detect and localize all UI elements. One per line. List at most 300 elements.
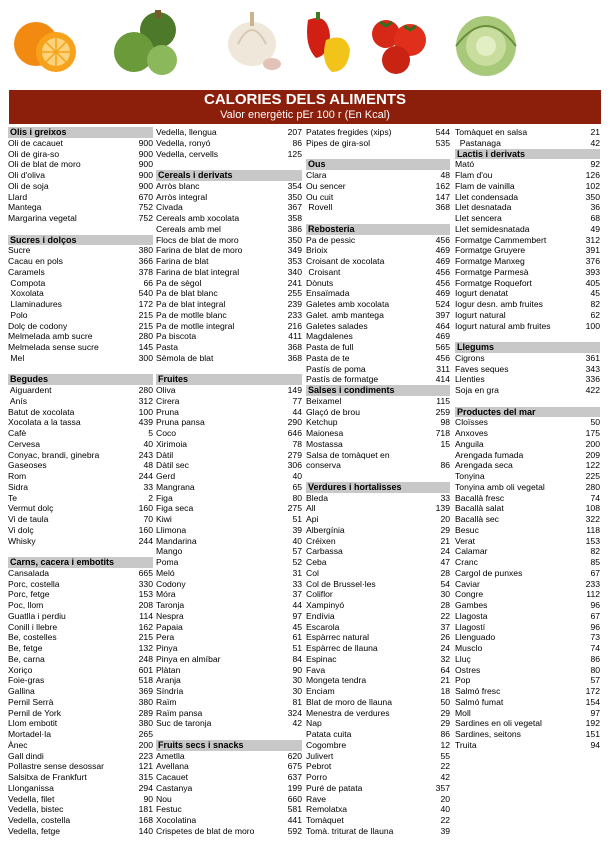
kcal-value: 280: [138, 331, 153, 342]
kcal-value: 57: [292, 546, 302, 557]
kcal-value: 248: [138, 653, 153, 664]
food-row: [306, 331, 450, 342]
food-row: [8, 471, 153, 482]
food-row: [455, 202, 600, 213]
food-row: [156, 224, 302, 235]
food-name: conserva: [306, 460, 341, 471]
food-row: [156, 718, 302, 729]
food-name: Figa seca: [156, 503, 194, 514]
food-name: Espàrrec natural: [306, 632, 370, 643]
food-name: Bacallà fresc: [455, 492, 505, 503]
food-row: [8, 761, 153, 772]
kcal-value: 366: [138, 256, 153, 266]
kcal-value: 900: [138, 137, 153, 148]
food-row: [8, 697, 153, 708]
food-row: [306, 815, 450, 826]
section-header: Olis i greixos: [8, 127, 153, 138]
food-row: [455, 267, 600, 278]
food-row: [455, 632, 600, 643]
food-name: Vermut dolç: [8, 503, 54, 514]
food-name: Remolatxa: [306, 804, 348, 815]
food-row: [156, 514, 302, 525]
food-name: Cirera: [156, 395, 180, 406]
food-row: [455, 278, 600, 289]
food-row: [8, 407, 153, 418]
food-name: Farina de blat: [156, 256, 209, 266]
food-row: [8, 439, 153, 450]
kcal-value: 52: [292, 557, 302, 567]
food-name: Llenties: [455, 374, 485, 385]
food-row: [306, 804, 450, 815]
kcal-value: 233: [287, 309, 302, 320]
food-row: [455, 439, 600, 450]
kcal-value: 665: [138, 567, 153, 578]
food-row: [8, 245, 153, 256]
food-row: [8, 213, 153, 224]
kcal-value: 172: [138, 299, 153, 309]
food-name: Créixen: [306, 535, 336, 546]
kcal-value: 367: [287, 202, 302, 213]
kcal-value: 145: [138, 342, 153, 352]
kcal-value: 26: [440, 632, 450, 643]
kcal-value: 24: [440, 643, 450, 653]
food-name: Sèmola de blat: [156, 352, 214, 363]
food-row: [455, 471, 600, 482]
kcal-value: 162: [435, 180, 450, 191]
food-name: Porro: [306, 772, 328, 782]
food-name: Xocolata a la tassa: [8, 417, 81, 428]
kcal-value: 279: [287, 449, 302, 460]
food-row: [156, 353, 302, 364]
food-name: Iogurt natural amb fruites: [455, 320, 551, 331]
column-4: [455, 127, 600, 751]
food-row: [8, 503, 153, 514]
food-row: [8, 460, 153, 471]
kcal-value: 275: [287, 503, 302, 514]
food-row: [306, 342, 450, 353]
food-row: [156, 697, 302, 708]
food-row: [455, 138, 600, 149]
food-name: Pa de motlle integral: [156, 320, 235, 331]
food-row: [306, 794, 450, 805]
food-name: Llimona: [156, 524, 187, 535]
food-name: Avellana: [156, 761, 189, 772]
kcal-value: 353: [287, 256, 302, 266]
food-row: [8, 654, 153, 665]
food-name: Llonganissa: [8, 782, 54, 793]
food-name: Pastís de poma: [306, 363, 366, 374]
food-row: [156, 557, 302, 568]
kcal-value: 74: [590, 492, 600, 503]
food-name: Síndria: [156, 686, 184, 696]
food-row: [306, 439, 450, 450]
food-name: Suc de taronja: [156, 718, 212, 729]
spacer: [306, 471, 450, 482]
food-name: Figa: [156, 492, 173, 503]
kcal-value: 22: [440, 761, 450, 772]
food-name: Pinya: [156, 643, 178, 653]
food-name: Pollastre sense desossar: [8, 761, 105, 772]
kcal-value: 51: [292, 514, 302, 524]
food-row: [156, 331, 302, 342]
kcal-value: 40: [440, 804, 450, 815]
food-row: [306, 503, 450, 514]
food-row: [8, 278, 153, 289]
food-row: [306, 170, 450, 181]
food-row: [8, 632, 153, 643]
food-name: Tomàquet en salsa: [455, 127, 528, 137]
food-name: Gaseoses: [8, 460, 47, 471]
food-row: [156, 643, 302, 654]
food-name: Pa de sègol: [156, 277, 202, 288]
food-row: [306, 202, 450, 213]
kcal-value: 48: [440, 170, 450, 180]
food-name: Cigrons: [455, 352, 485, 363]
kcal-value: 535: [435, 137, 450, 148]
food-row: [306, 665, 450, 676]
food-name: Mató: [455, 159, 475, 170]
kcal-value: 147: [435, 191, 450, 202]
kcal-value: 306: [287, 460, 302, 471]
section-header: Sucres i dolços: [8, 235, 153, 246]
food-name: Musclo: [455, 643, 483, 653]
food-row: [455, 482, 600, 493]
section-header: Carns, cacera i embotits: [8, 557, 153, 568]
kcal-value: 343: [585, 363, 600, 374]
food-name: Formatge Parmesà: [455, 266, 529, 277]
kcal-value: 21: [440, 535, 450, 546]
spacer: [8, 224, 153, 235]
food-row: [455, 514, 600, 525]
food-row: [8, 525, 153, 536]
food-name: Tomàquet: [306, 815, 344, 825]
kcal-value: 422: [585, 385, 600, 395]
food-row: [156, 439, 302, 450]
food-name: Patates fregides (xips): [306, 127, 392, 137]
kcal-value: 30: [440, 589, 450, 600]
food-name: Batut de xocolata: [8, 406, 75, 417]
kcal-value: 45: [590, 288, 600, 299]
food-row: [156, 675, 302, 686]
food-row: [455, 579, 600, 590]
kcal-value: 42: [440, 772, 450, 782]
food-name: Cranc: [455, 557, 478, 567]
food-row: [8, 299, 153, 310]
food-name: Nespra: [156, 610, 184, 621]
section-header: Cereals i derivats: [156, 170, 302, 181]
food-name: Oli de cacauet: [8, 137, 63, 148]
food-name: Vedella, bistec: [8, 804, 64, 815]
food-row: [8, 772, 153, 783]
kcal-value: 215: [138, 320, 153, 331]
kcal-value: 122: [585, 460, 600, 471]
kcal-value: 243: [138, 449, 153, 460]
kcal-value: 280: [585, 481, 600, 492]
kcal-value: 456: [435, 234, 450, 245]
food-name: Beixamel: [306, 395, 342, 406]
kcal-value: 39: [440, 825, 450, 836]
food-row: [455, 224, 600, 235]
kcal-value: 54: [440, 578, 450, 589]
food-name: Verat: [455, 535, 476, 546]
kcal-value: 77: [292, 395, 302, 406]
food-row: [8, 622, 153, 633]
food-row: [8, 804, 153, 815]
food-name: Whisky: [8, 535, 36, 546]
title-banner: [9, 90, 601, 124]
kcal-value: 61: [292, 632, 302, 643]
food-name: Calamar: [455, 546, 488, 557]
kcal-value: 67: [590, 567, 600, 578]
food-row: [156, 138, 302, 149]
kcal-value: 125: [287, 148, 302, 159]
kcal-value: 311: [436, 363, 450, 374]
food-name: Puré de patata: [306, 782, 363, 793]
food-name: Besuc: [455, 524, 479, 535]
orange-image: [10, 6, 82, 78]
kcal-value: 86: [440, 460, 450, 471]
kcal-value: 70: [143, 514, 153, 524]
kcal-value: 368: [287, 352, 302, 363]
kcal-value: 74: [590, 643, 600, 653]
food-row: [156, 579, 302, 590]
kcal-value: 20: [440, 793, 450, 804]
food-row: [306, 267, 450, 278]
food-name: Menestra de verdures: [306, 707, 390, 718]
kcal-value: 21: [440, 675, 450, 686]
food-name: Maionesa: [306, 428, 344, 438]
food-name: Vedella, cervells: [156, 148, 219, 159]
food-name: Soja en gra: [455, 385, 499, 395]
food-name: Oli de gira-so: [8, 148, 60, 159]
section-header: Lactis i derivats: [455, 149, 600, 160]
food-row: [306, 654, 450, 665]
cabbage-image: [450, 6, 522, 78]
food-name: Escarola: [306, 621, 340, 632]
spacer: [306, 213, 450, 224]
food-row: [156, 310, 302, 321]
food-row: [306, 783, 450, 794]
food-row: [306, 417, 450, 428]
kcal-value: 62: [590, 309, 600, 320]
food-name: Salsitxa de Frankfurt: [8, 772, 87, 782]
food-name: Galet. amb mantega: [306, 309, 384, 320]
food-name: Glaçó de brou: [306, 406, 360, 417]
food-name: Gerd: [156, 471, 176, 481]
food-row: [306, 192, 450, 203]
food-row: [156, 321, 302, 332]
food-name: Julivert: [306, 750, 334, 761]
food-row: [156, 407, 302, 418]
food-row: [455, 245, 600, 256]
kcal-value: 646: [287, 428, 302, 438]
food-name: Iogurt denatat: [455, 288, 509, 299]
kcal-value: 86: [590, 653, 600, 664]
food-name: Mantega: [8, 202, 42, 213]
food-name: Porc, costella: [8, 578, 60, 589]
food-name: Pebrot: [306, 761, 332, 772]
kcal-value: 900: [138, 148, 153, 159]
food-name: Ou cuit: [306, 191, 334, 202]
food-name: Flam de vainilla: [455, 180, 515, 191]
food-row: [8, 514, 153, 525]
kcal-value: 40: [292, 471, 302, 481]
kcal-value: 565: [435, 342, 450, 352]
kcal-value: 55: [440, 750, 450, 761]
kcal-value: 57: [590, 675, 600, 686]
food-row: [8, 815, 153, 826]
kcal-value: 215: [138, 309, 153, 320]
food-row: [8, 826, 153, 837]
kcal-value: 349: [287, 245, 302, 256]
food-row: [306, 772, 450, 783]
food-row: [455, 536, 600, 547]
kcal-value: 378: [138, 266, 153, 277]
food-name: Oli de soja: [8, 180, 49, 191]
food-name: Formatge Cammembert: [455, 234, 547, 245]
food-row: [455, 353, 600, 364]
section-header: Fruites: [156, 374, 302, 385]
kcal-value: 208: [138, 600, 153, 610]
food-name: Pipes de gira-sol: [306, 137, 371, 148]
food-name: Mortadel·la: [8, 729, 51, 739]
food-row: [306, 321, 450, 332]
food-row: [156, 708, 302, 719]
food-row: [8, 138, 153, 149]
food-row: [156, 245, 302, 256]
food-row: [455, 697, 600, 708]
kcal-value: 315: [138, 772, 153, 782]
food-row: [156, 794, 302, 805]
food-row: [156, 288, 302, 299]
food-row: [306, 460, 450, 471]
kcal-value: 518: [138, 675, 153, 686]
food-name: Xirimoia: [156, 438, 188, 449]
food-row: [455, 525, 600, 536]
food-name: Sucre: [8, 245, 31, 256]
food-row: [8, 536, 153, 547]
food-name: Dònuts: [306, 277, 334, 288]
kcal-value: 361: [585, 352, 600, 363]
kcal-value: 12: [440, 739, 450, 750]
kcal-value: 33: [440, 492, 450, 503]
food-name: Pera: [156, 632, 175, 643]
spacer: [156, 364, 302, 375]
food-name: Conill i llebre: [8, 621, 58, 632]
food-row: [306, 245, 450, 256]
food-row: [455, 708, 600, 719]
food-name: Albergínia: [306, 524, 345, 535]
kcal-value: 469: [435, 288, 450, 299]
food-name: Cafè: [8, 428, 27, 438]
kcal-value: 94: [590, 739, 600, 750]
food-row: [455, 192, 600, 203]
food-name: Gall dindi: [8, 750, 44, 761]
kcal-value: 160: [138, 524, 153, 535]
food-name: Aiguardent: [8, 385, 52, 395]
food-row: [306, 568, 450, 579]
kcal-value: 601: [138, 664, 153, 675]
section-header: Salses i condiments: [306, 385, 450, 396]
kcal-value: 312: [585, 234, 600, 245]
food-row: [306, 826, 450, 837]
food-row: [306, 589, 450, 600]
kcal-value: 752: [138, 202, 153, 213]
food-row: [8, 288, 153, 299]
food-name: Fava: [306, 664, 326, 675]
kcal-value: 259: [435, 406, 450, 417]
food-row: [455, 428, 600, 439]
spacer: [156, 159, 302, 170]
kcal-value: 49: [590, 223, 600, 234]
food-row: [8, 568, 153, 579]
food-name: Sardines en oli vegetal: [455, 718, 542, 729]
kcal-value: 172: [585, 686, 600, 696]
kcal-value: 44: [292, 406, 302, 417]
food-row: [306, 138, 450, 149]
food-row: [156, 342, 302, 353]
food-name: Rave: [306, 793, 327, 804]
food-row: [8, 482, 153, 493]
kcal-value: 255: [287, 288, 302, 299]
kcal-value: 330: [138, 578, 153, 589]
food-row: [156, 256, 302, 267]
kcal-value: 21: [590, 127, 600, 137]
food-name: Congre: [455, 589, 484, 600]
food-name: Vedella, costella: [8, 815, 71, 825]
food-row: [455, 181, 600, 192]
food-name: Vedella, llengua: [156, 127, 217, 137]
food-row: [455, 600, 600, 611]
kcal-value: 223: [138, 750, 153, 761]
kcal-value: 386: [287, 223, 302, 234]
food-name: Pasta de te: [306, 352, 350, 363]
food-name: Mel: [8, 352, 25, 363]
kcal-value: 100: [585, 320, 600, 331]
food-name: Papaia: [156, 621, 183, 632]
food-name: Endívia: [306, 610, 335, 621]
kcal-value: 31: [292, 567, 302, 578]
kcal-value: 200: [585, 438, 600, 449]
food-name: Pa biscota: [156, 331, 197, 342]
food-name: Compota: [8, 277, 46, 288]
kcal-value: 100: [138, 406, 153, 417]
food-name: Melmelada amb sucre: [8, 331, 93, 342]
kcal-value: 86: [292, 137, 302, 148]
food-row: [156, 192, 302, 203]
kcal-value: 340: [287, 266, 302, 277]
food-row: [306, 256, 450, 267]
food-name: Salmó fumat: [455, 696, 504, 707]
food-row: [306, 288, 450, 299]
food-name: Salsa de tomàquet en: [306, 449, 390, 460]
food-row: [455, 310, 600, 321]
section-header: Begudes: [8, 374, 153, 385]
food-name: Arengada fumada: [455, 449, 524, 460]
food-name: Api: [306, 514, 319, 524]
food-name: Ensaïmada: [306, 288, 350, 299]
food-name: Rom: [8, 471, 27, 481]
kcal-value: 68: [590, 213, 600, 223]
food-row: [156, 149, 302, 160]
food-name: Brioix: [306, 245, 328, 256]
food-row: [306, 396, 450, 407]
kcal-value: 464: [435, 320, 450, 331]
food-name: Arròs blanc: [156, 180, 200, 191]
food-name: Foie-gras: [8, 675, 45, 686]
kcal-value: 82: [590, 299, 600, 309]
food-row: [8, 310, 153, 321]
